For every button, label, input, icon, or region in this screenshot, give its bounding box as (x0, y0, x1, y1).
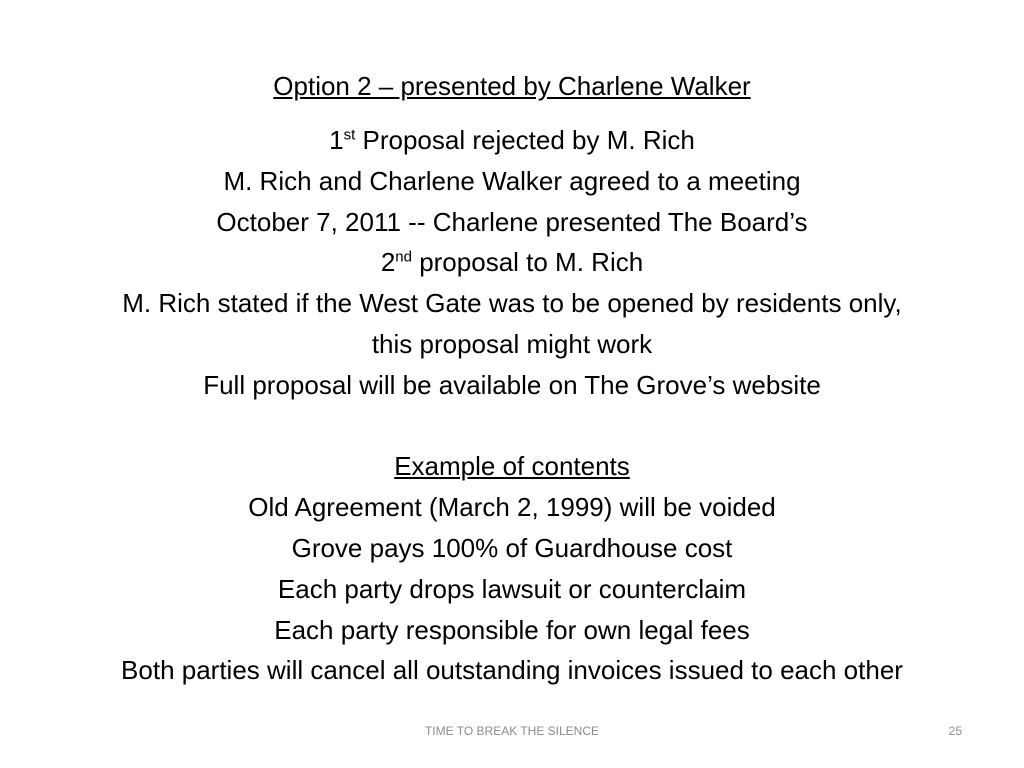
page-number: 25 (948, 724, 962, 738)
slide-footer: TIME TO BREAK THE SILENCE (424, 724, 600, 738)
proposal-line-5: M. Rich stated if the West Gate was to be opened by residents only, (122, 288, 902, 319)
proposal-line-1-text: Proposal rejected by M. Rich (355, 125, 695, 155)
contents-item: Each party responsible for own legal fees (274, 614, 750, 645)
slide-content (20, 66, 1004, 691)
contents-item: Old Agreement (March 2, 1999) will be voided (248, 492, 776, 523)
slide-title: Option 2 – presented by Charlene Walker (273, 71, 751, 101)
ordinal-suffix: nd (395, 248, 412, 266)
proposal-line-1 (20, 120, 1004, 161)
proposal-line-7: Full proposal will be available on The Grove’s website (203, 369, 821, 400)
ordinal-number: 1 (329, 125, 344, 155)
proposal-line-3: October 7, 2011 -- Charlene presented The Board’s (216, 206, 808, 237)
proposal-line-2: M. Rich and Charlene Walker agreed to a meeting (223, 165, 801, 196)
ordinal-number: 2 (380, 247, 396, 278)
contents-item: Each party drops lawsuit or counterclaim (277, 573, 747, 604)
contents-item: Both parties will cancel all outstanding invoices issued to each other (121, 655, 903, 686)
proposal-line-4 (20, 242, 1004, 283)
spacer (20, 406, 1004, 447)
spacer (20, 106, 1004, 120)
contents-heading-text: Example of contents (394, 451, 630, 482)
contents-heading (20, 446, 1004, 487)
proposal-line-6: this proposal might work (371, 328, 653, 359)
proposal-line-4-text: proposal to M. Rich (411, 247, 644, 278)
ordinal-suffix: st (343, 126, 356, 144)
contents-item: Grove pays 100% of Guardhouse cost (291, 532, 733, 563)
